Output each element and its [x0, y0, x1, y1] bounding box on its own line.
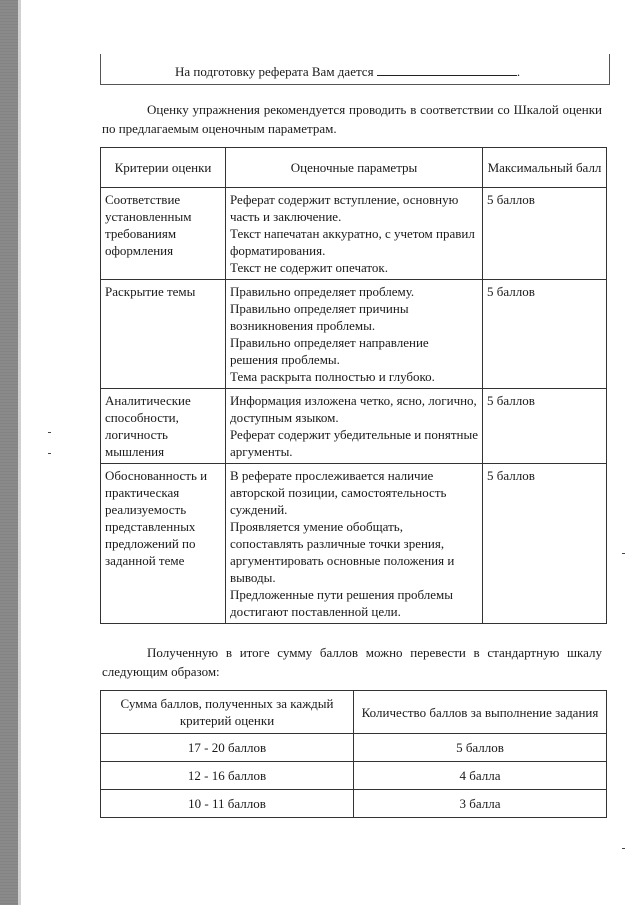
score-range-cell: 12 - 16 баллов — [101, 762, 354, 790]
prep-time-label: На подготовку реферата Вам дается — [175, 64, 374, 79]
criterion-line: логичность — [105, 427, 168, 442]
criteria-header-criterion: Критерии оценки — [101, 148, 226, 188]
conversion-paragraph: Полученную в итоге сумму баллов можно перевести в стандартную шкалу следующим образом: — [102, 645, 602, 679]
grade-cell: 3 балла — [354, 790, 607, 818]
criterion-cell — [101, 188, 226, 280]
criterion-line: Обоснованность и — [105, 468, 208, 483]
conversion-row — [101, 734, 607, 762]
conversion-header-sum: Сумма баллов, полученных за каждый критерий оценки — [101, 691, 354, 734]
criteria-header-parameters: Оценочные параметры — [226, 148, 483, 188]
parameters-cell — [226, 389, 483, 464]
parameters-cell — [226, 280, 483, 389]
parameter-item: Реферат содержит убедительные и понятные аргументы. — [230, 427, 478, 459]
parameter-item: Текст не содержит опечаток. — [230, 260, 388, 275]
criteria-header-max-score: Максимальный балл — [483, 148, 607, 188]
conversion-row — [101, 790, 607, 818]
parameter-item: Текст напечатан аккуратно, с учетом правил форматирования. — [230, 226, 475, 258]
grade-cell: 4 балла — [354, 762, 607, 790]
criterion-line: Раскрытие темы — [105, 284, 196, 299]
criterion-line: способности, — [105, 410, 179, 425]
parameter-item: Правильно определяет направление решения проблемы. — [230, 335, 429, 367]
max-score-cell: 5 баллов — [483, 280, 607, 389]
score-range-cell: 17 - 20 баллов — [101, 734, 354, 762]
criterion-line: заданной теме — [105, 553, 185, 568]
conversion-row — [101, 762, 607, 790]
parameters-cell — [226, 464, 483, 624]
criterion-line: оформления — [105, 243, 174, 258]
parameter-item: Информация изложена четко, ясно, логично, доступным языком. — [230, 393, 477, 425]
scan-mark — [48, 432, 51, 433]
criterion-cell — [101, 464, 226, 624]
criterion-line: Аналитические — [105, 393, 191, 408]
criterion-line: реализуемость — [105, 502, 187, 517]
parameter-item: Правильно определяет причины возникновения проблемы. — [230, 301, 409, 333]
criterion-cell — [101, 280, 226, 389]
criterion-cell — [101, 389, 226, 464]
parameter-item: В реферате прослеживается наличие авторской позиции, самостоятельность суждений. — [230, 468, 447, 517]
conversion-header-row — [101, 691, 607, 734]
scan-binding-shadow — [18, 0, 21, 905]
criterion-line: предложений по — [105, 536, 196, 551]
criterion-line: мышления — [105, 444, 165, 459]
scan-binding-edge — [0, 0, 18, 905]
criteria-row — [101, 464, 607, 624]
criteria-header-row — [101, 148, 607, 188]
scan-mark — [622, 848, 625, 849]
parameter-item: Реферат содержит вступление, основную часть и заключение. — [230, 192, 459, 224]
scan-mark — [622, 553, 625, 554]
scan-mark — [48, 453, 51, 454]
max-score-cell: 5 баллов — [483, 188, 607, 280]
prep-time-line — [175, 63, 520, 80]
parameter-item: Правильно определяет проблему. — [230, 284, 415, 299]
max-score-cell: 5 баллов — [483, 389, 607, 464]
parameter-item: Проявляется умение обобщать, сопоставлять различные точки зрения, аргументировать основные положения и выводы. — [230, 519, 455, 585]
conversion-header-grade: Количество баллов за выполнение задания — [354, 691, 607, 734]
grade-cell: 5 баллов — [354, 734, 607, 762]
criterion-line: Соответствие — [105, 192, 181, 207]
criteria-row — [101, 389, 607, 464]
criterion-line: требованиям — [105, 226, 177, 241]
parameter-item: Предложенные пути решения проблемы достигают поставленной цели. — [230, 587, 454, 619]
criteria-row — [101, 280, 607, 389]
conversion-table — [100, 690, 607, 818]
parameters-cell — [226, 188, 483, 280]
max-score-cell: 5 баллов — [483, 464, 607, 624]
criteria-table — [100, 147, 607, 624]
score-range-cell: 10 - 11 баллов — [101, 790, 354, 818]
conversion-table-body — [101, 734, 607, 818]
criterion-line: представленных — [105, 519, 196, 534]
prep-time-trail: . — [516, 64, 521, 79]
criterion-line: практическая — [105, 485, 180, 500]
prep-time-blank — [377, 63, 517, 76]
parameter-item: Тема раскрыта полностью и глубоко. — [230, 369, 435, 384]
criterion-line: установленным — [105, 209, 192, 224]
intro-paragraph: Оценку упражнения рекомендуется проводить в соответствии со Шкалой оценки по предлагаемым оценочным параметрам. — [102, 102, 602, 136]
criteria-table-body — [101, 188, 607, 624]
criteria-row — [101, 188, 607, 280]
